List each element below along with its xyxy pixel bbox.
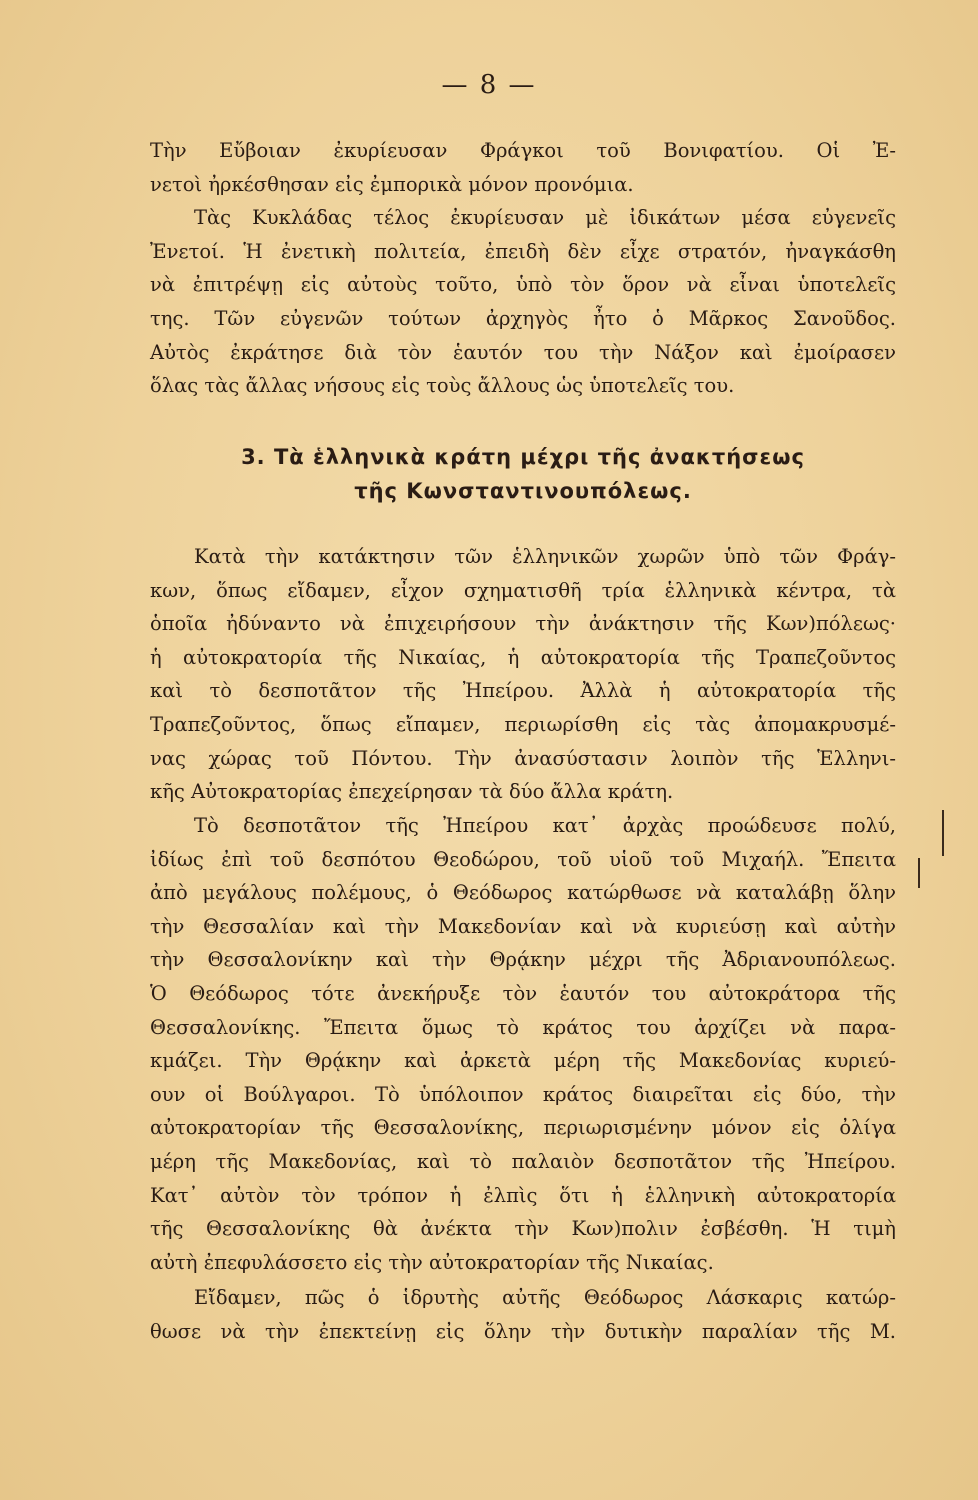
text-line: Τὴν Εὔβοιαν ἐκυρίευσαν Φράγκοι τοῦ Βονιφατίου. Οἱ Ἐ- — [150, 139, 896, 162]
text-line: τὴν Θεσσαλίαν καὶ τὴν Μακεδονίαν καὶ νὰ κυριεύσῃ καὶ αὐτὴν — [150, 914, 896, 938]
text-line: της. Τῶν εὐγενῶν τούτων ἀρχηγὸς ἦτο ὁ Μᾶρκος Σανοῦδος. — [150, 306, 896, 330]
text-line: τὴν Θεσσαλονίκην καὶ τὴν Θρᾴκην μέχρι τῆς Ἀδριανουπόλεως. — [150, 948, 896, 972]
text-line: Θεσσαλονίκης. Ἔπειτα ὅμως τὸ κράτος του ἀρχίζει νὰ παρα- — [150, 1015, 896, 1039]
text-line: ὅλας τὰς ἄλλας νήσους εἰς τοὺς ἄλλους ὡς ὑποτελεῖς του. — [150, 374, 735, 398]
paragraph-despotate-epirus — [150, 809, 896, 1279]
paragraph-nicaea — [150, 1281, 896, 1348]
text-line: Αὐτὸς ἐκράτησε διὰ τὸν ἑαυτόν του τὴν Νάξον καὶ ἐμοίρασεν — [150, 340, 896, 364]
text-line: αὐτὴ ἐπεφυλάσσετο εἰς τὴν αὐτοκρατορίαν τῆς Νικαίας. — [150, 1250, 714, 1274]
text-line: ὁποῖα ἠδύναντο νὰ ἐπιχειρήσουν τὴν ἀνάκτησιν τῆς Κων)πόλεως· — [150, 612, 896, 636]
text-line: ἡ αὐτοκρατορία τῆς Νικαίας, ἡ αὐτοκρατορία τῆς Τραπεζοῦντος — [150, 645, 896, 669]
text-line: Κατ᾽ αὐτὸν τὸν τρόπον ἡ ἐλπὶς ὅτι ἡ ἑλληνικὴ αὐτοκρατορία — [150, 1183, 896, 1207]
text-line: κμάζει. Τὴν Θρᾴκην καὶ ἀρκετὰ μέρη τῆς Μακεδονίας κυριεύ- — [150, 1049, 896, 1073]
margin-mark — [942, 810, 944, 856]
text-line: τῆς Θεσσαλονίκης θὰ ἀνέκτα τὴν Κων)πολιν ἐσβέσθη. Ἡ τιμὴ — [150, 1217, 896, 1241]
text-line: θωσε νὰ τὴν ἐπεκτείνῃ εἰς ὅλην τὴν δυτικὴν παραλίαν τῆς Μ. — [150, 1319, 896, 1343]
text-line: Τραπεζοῦντος, ὅπως εἴπαμεν, περιωρίσθη εἰς τὰς ἀπομακρυσμέ- — [150, 712, 896, 736]
text-line: αὐτοκρατορίαν τῆς Θεσσαλονίκης, περιωρισμένην μόνον εἰς ὀλίγα — [150, 1116, 896, 1140]
text-line: νετοὶ ἠρκέσθησαν εἰς ἐμπορικὰ μόνον προνόμια. — [150, 172, 634, 196]
margin-mark — [918, 858, 920, 888]
text-line: ἀπὸ μεγάλους πολέμους, ὁ Θεόδωρος κατώρθωσε νὰ καταλάβῃ ὅλην — [150, 881, 896, 905]
paragraph-three-greek-states — [150, 540, 896, 809]
text-line: Κατὰ τὴν κατάκτησιν τῶν ἑλληνικῶν χωρῶν ὑπὸ τῶν Φράγ- — [194, 545, 896, 568]
page-number: — 8 — — [441, 70, 537, 100]
section-heading-line-2: τῆς Κωνσταντινουπόλεως. — [354, 479, 692, 503]
text-line: ἰδίως ἐπὶ τοῦ δεσπότου Θεοδώρου, τοῦ υἱοῦ τοῦ Μιχαήλ. Ἔπειτα — [150, 847, 896, 871]
section-heading — [150, 440, 896, 508]
text-line: Ἐνετοί. Ἡ ἐνετικὴ πολιτεία, ἐπειδὴ δὲν εἶχε στρατόν, ἠναγκάσθη — [150, 239, 896, 263]
text-line: νας χώρας τοῦ Πόντου. Τὴν ἀνασύστασιν λοιπὸν τῆς Ἑλληνι- — [150, 746, 896, 770]
text-line: καὶ τὸ δεσποτᾶτον τῆς Ἠπείρου. Ἀλλὰ ἡ αὐτοκρατορία τῆς — [150, 679, 896, 703]
text-line: Τὸ δεσποτᾶτον τῆς Ἠπείρου κατ᾽ ἀρχὰς προώδευσε πολύ, — [194, 814, 896, 837]
text-line: μέρη τῆς Μακεδονίας, καὶ τὸ παλαιὸν δεσποτᾶτον τῆς Ἠπείρου. — [150, 1149, 896, 1173]
section-heading-line-1: 3. Τὰ ἑλληνικὰ κράτη μέχρι τῆς ἀνακτήσεως — [241, 445, 805, 469]
paragraph-euboea-cyclades — [150, 134, 896, 403]
text-line: Εἴδαμεν, πῶς ὁ ἱδρυτὴς αὐτῆς Θεόδωρος Λάσκαρις κατώρ- — [194, 1286, 896, 1309]
text-line: νὰ ἐπιτρέψῃ εἰς αὐτοὺς τοῦτο, ὑπὸ τὸν ὅρον νὰ εἶναι ὑποτελεῖς — [150, 273, 896, 297]
text-line: Ὁ Θεόδωρος τότε ἀνεκήρυξε τὸν ἑαυτόν του αὐτοκράτορα τῆς — [150, 981, 896, 1005]
text-line: κων, ὅπως εἴδαμεν, εἶχον σχηματισθῆ τρία ἑλληνικὰ κέντρα, τὰ — [150, 578, 896, 602]
text-line: ουν οἱ Βούλγαροι. Τὸ ὑπόλοιπον κράτος διαιρεῖται εἰς δύο, τὴν — [150, 1082, 896, 1106]
text-line: κῆς Αὐτοκρατορίας ἐπεχείρησαν τὰ δύο ἄλλα κράτη. — [150, 780, 674, 804]
text-line: Τὰς Κυκλάδας τέλος ἐκυρίευσαν μὲ ἰδικάτων μέσα εὐγενεῖς — [194, 206, 896, 230]
